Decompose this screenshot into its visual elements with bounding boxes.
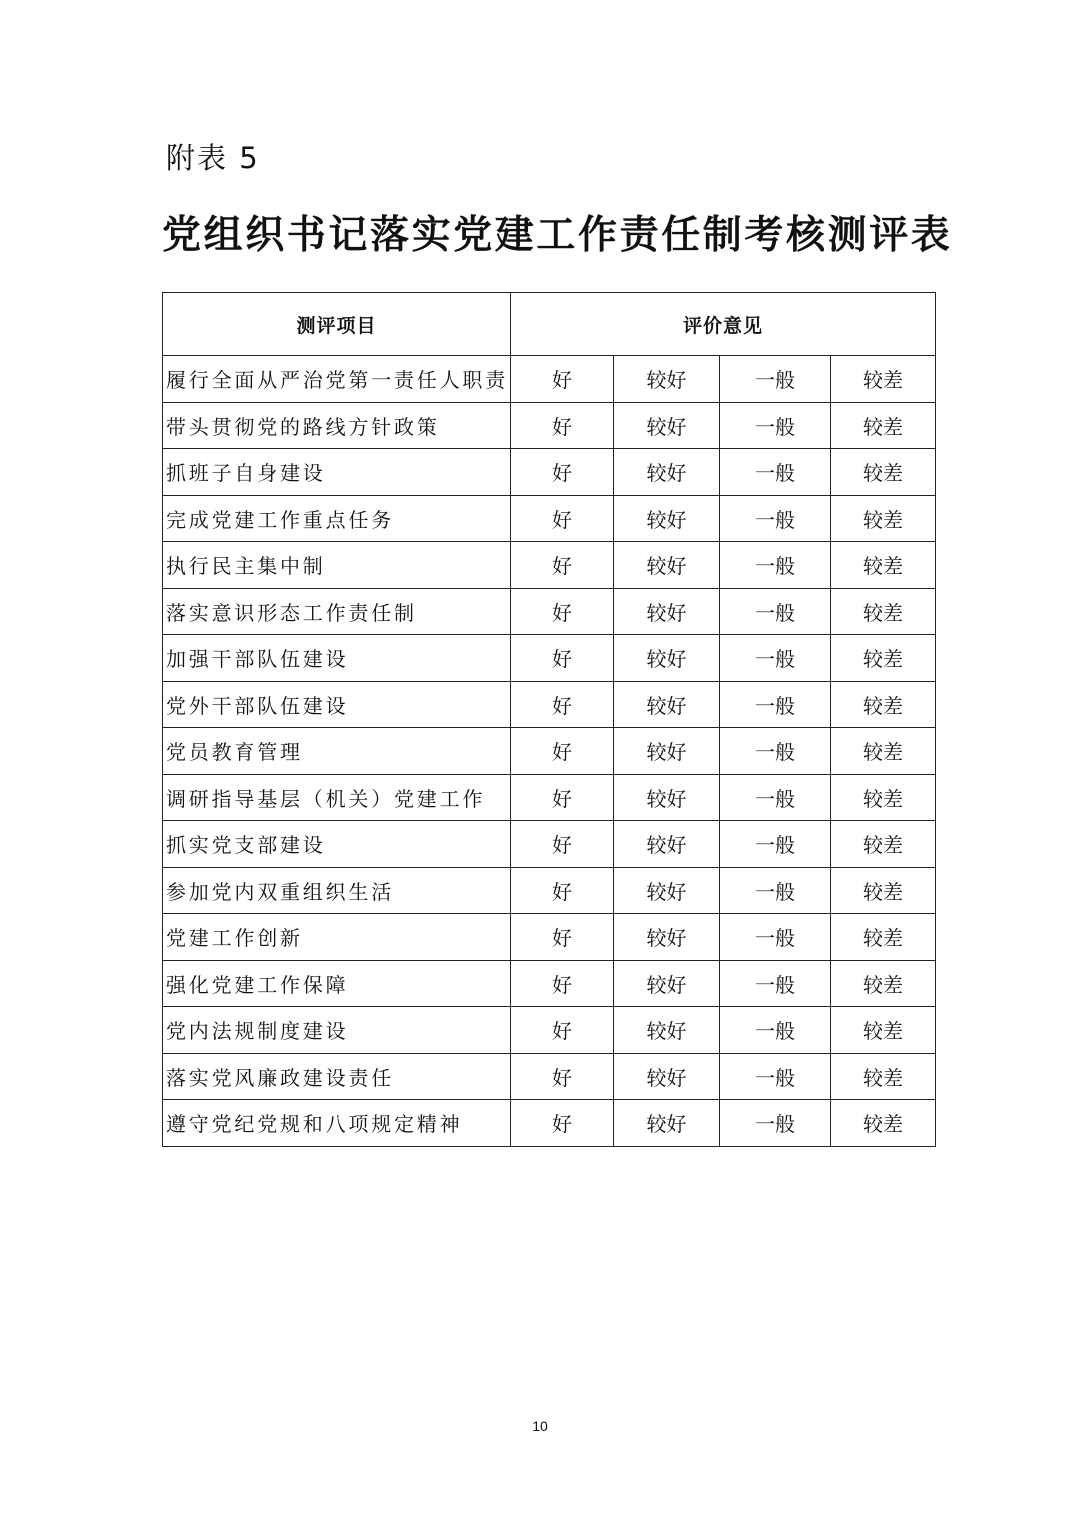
option-good[interactable]: 好 xyxy=(511,542,614,589)
evaluation-item-label: 履行全面从严治党第一责任人职责 xyxy=(163,356,511,403)
option-poor[interactable]: 较差 xyxy=(831,356,936,403)
option-poor[interactable]: 较差 xyxy=(831,449,936,496)
option-poor[interactable]: 较差 xyxy=(831,1100,936,1147)
option-fairly-good[interactable]: 较好 xyxy=(614,1100,720,1147)
option-poor[interactable]: 较差 xyxy=(831,1053,936,1100)
option-good[interactable]: 好 xyxy=(511,402,614,449)
option-poor[interactable]: 较差 xyxy=(831,867,936,914)
option-average[interactable]: 一般 xyxy=(720,402,831,449)
table-row xyxy=(163,914,936,961)
option-fairly-good[interactable]: 较好 xyxy=(614,960,720,1007)
evaluation-item-label: 完成党建工作重点任务 xyxy=(163,495,511,542)
option-poor[interactable]: 较差 xyxy=(831,728,936,775)
option-average[interactable]: 一般 xyxy=(720,728,831,775)
option-poor[interactable]: 较差 xyxy=(831,681,936,728)
evaluation-item-label: 加强干部队伍建设 xyxy=(163,635,511,682)
option-fairly-good[interactable]: 较好 xyxy=(614,449,720,496)
option-poor[interactable]: 较差 xyxy=(831,821,936,868)
option-average[interactable]: 一般 xyxy=(720,542,831,589)
option-average[interactable]: 一般 xyxy=(720,914,831,961)
option-average[interactable]: 一般 xyxy=(720,1007,831,1054)
option-average[interactable]: 一般 xyxy=(720,449,831,496)
evaluation-item-label: 执行民主集中制 xyxy=(163,542,511,589)
table-row xyxy=(163,588,936,635)
table-row xyxy=(163,542,936,589)
option-poor[interactable]: 较差 xyxy=(831,402,936,449)
table-body xyxy=(163,356,936,1147)
option-fairly-good[interactable]: 较好 xyxy=(614,774,720,821)
table-row xyxy=(163,635,936,682)
option-poor[interactable]: 较差 xyxy=(831,542,936,589)
table-row xyxy=(163,495,936,542)
option-fairly-good[interactable]: 较好 xyxy=(614,867,720,914)
option-fairly-good[interactable]: 较好 xyxy=(614,542,720,589)
option-good[interactable]: 好 xyxy=(511,1053,614,1100)
option-fairly-good[interactable]: 较好 xyxy=(614,1007,720,1054)
option-good[interactable]: 好 xyxy=(511,867,614,914)
table-row xyxy=(163,402,936,449)
option-average[interactable]: 一般 xyxy=(720,1053,831,1100)
option-good[interactable]: 好 xyxy=(511,914,614,961)
option-poor[interactable]: 较差 xyxy=(831,635,936,682)
header-evaluation-opinion: 评价意见 xyxy=(511,293,936,356)
table-row xyxy=(163,867,936,914)
evaluation-table xyxy=(162,292,936,1147)
option-poor[interactable]: 较差 xyxy=(831,914,936,961)
evaluation-item-label: 遵守党纪党规和八项规定精神 xyxy=(163,1100,511,1147)
table-header-row xyxy=(163,293,936,356)
table-row xyxy=(163,681,936,728)
option-fairly-good[interactable]: 较好 xyxy=(614,356,720,403)
option-fairly-good[interactable]: 较好 xyxy=(614,821,720,868)
table-row xyxy=(163,356,936,403)
evaluation-item-label: 抓班子自身建设 xyxy=(163,449,511,496)
option-poor[interactable]: 较差 xyxy=(831,1007,936,1054)
evaluation-item-label: 调研指导基层（机关）党建工作 xyxy=(163,774,511,821)
evaluation-item-label: 抓实党支部建设 xyxy=(163,821,511,868)
table-row xyxy=(163,774,936,821)
page-number: 10 xyxy=(532,1418,548,1434)
option-good[interactable]: 好 xyxy=(511,588,614,635)
evaluation-item-label: 带头贯彻党的路线方针政策 xyxy=(163,402,511,449)
table-row xyxy=(163,821,936,868)
option-poor[interactable]: 较差 xyxy=(831,588,936,635)
evaluation-item-label: 落实意识形态工作责任制 xyxy=(163,588,511,635)
header-evaluation-item: 测评项目 xyxy=(163,293,511,356)
option-average[interactable]: 一般 xyxy=(720,960,831,1007)
evaluation-item-label: 参加党内双重组织生活 xyxy=(163,867,511,914)
option-good[interactable]: 好 xyxy=(511,635,614,682)
evaluation-item-label: 党外干部队伍建设 xyxy=(163,681,511,728)
option-good[interactable]: 好 xyxy=(511,681,614,728)
table-row xyxy=(163,1053,936,1100)
option-average[interactable]: 一般 xyxy=(720,356,831,403)
option-good[interactable]: 好 xyxy=(511,728,614,775)
table-row xyxy=(163,1100,936,1147)
option-average[interactable]: 一般 xyxy=(720,867,831,914)
option-good[interactable]: 好 xyxy=(511,774,614,821)
option-good[interactable]: 好 xyxy=(511,821,614,868)
table-row xyxy=(163,449,936,496)
option-good[interactable]: 好 xyxy=(511,495,614,542)
option-fairly-good[interactable]: 较好 xyxy=(614,588,720,635)
option-fairly-good[interactable]: 较好 xyxy=(614,495,720,542)
evaluation-item-label: 党内法规制度建设 xyxy=(163,1007,511,1054)
option-good[interactable]: 好 xyxy=(511,449,614,496)
option-good[interactable]: 好 xyxy=(511,1007,614,1054)
evaluation-item-label: 党建工作创新 xyxy=(163,914,511,961)
option-average[interactable]: 一般 xyxy=(720,1100,831,1147)
option-average[interactable]: 一般 xyxy=(720,635,831,682)
option-fairly-good[interactable]: 较好 xyxy=(614,914,720,961)
option-average[interactable]: 一般 xyxy=(720,588,831,635)
option-average[interactable]: 一般 xyxy=(720,681,831,728)
option-fairly-good[interactable]: 较好 xyxy=(614,1053,720,1100)
evaluation-item-label: 党员教育管理 xyxy=(163,728,511,775)
option-poor[interactable]: 较差 xyxy=(831,495,936,542)
option-average[interactable]: 一般 xyxy=(720,774,831,821)
option-fairly-good[interactable]: 较好 xyxy=(614,728,720,775)
option-poor[interactable]: 较差 xyxy=(831,960,936,1007)
evaluation-item-label: 强化党建工作保障 xyxy=(163,960,511,1007)
appendix-label: 附表 5 xyxy=(166,141,260,175)
option-good[interactable]: 好 xyxy=(511,1100,614,1147)
option-average[interactable]: 一般 xyxy=(720,821,831,868)
option-fairly-good[interactable]: 较好 xyxy=(614,402,720,449)
document-title: 党组织书记落实党建工作责任制考核测评表 xyxy=(162,213,953,258)
option-average[interactable]: 一般 xyxy=(720,495,831,542)
table-row xyxy=(163,960,936,1007)
evaluation-item-label: 落实党风廉政建设责任 xyxy=(163,1053,511,1100)
option-good[interactable]: 好 xyxy=(511,960,614,1007)
option-fairly-good[interactable]: 较好 xyxy=(614,635,720,682)
table-row xyxy=(163,728,936,775)
option-fairly-good[interactable]: 较好 xyxy=(614,681,720,728)
option-poor[interactable]: 较差 xyxy=(831,774,936,821)
table-row xyxy=(163,1007,936,1054)
option-good[interactable]: 好 xyxy=(511,356,614,403)
